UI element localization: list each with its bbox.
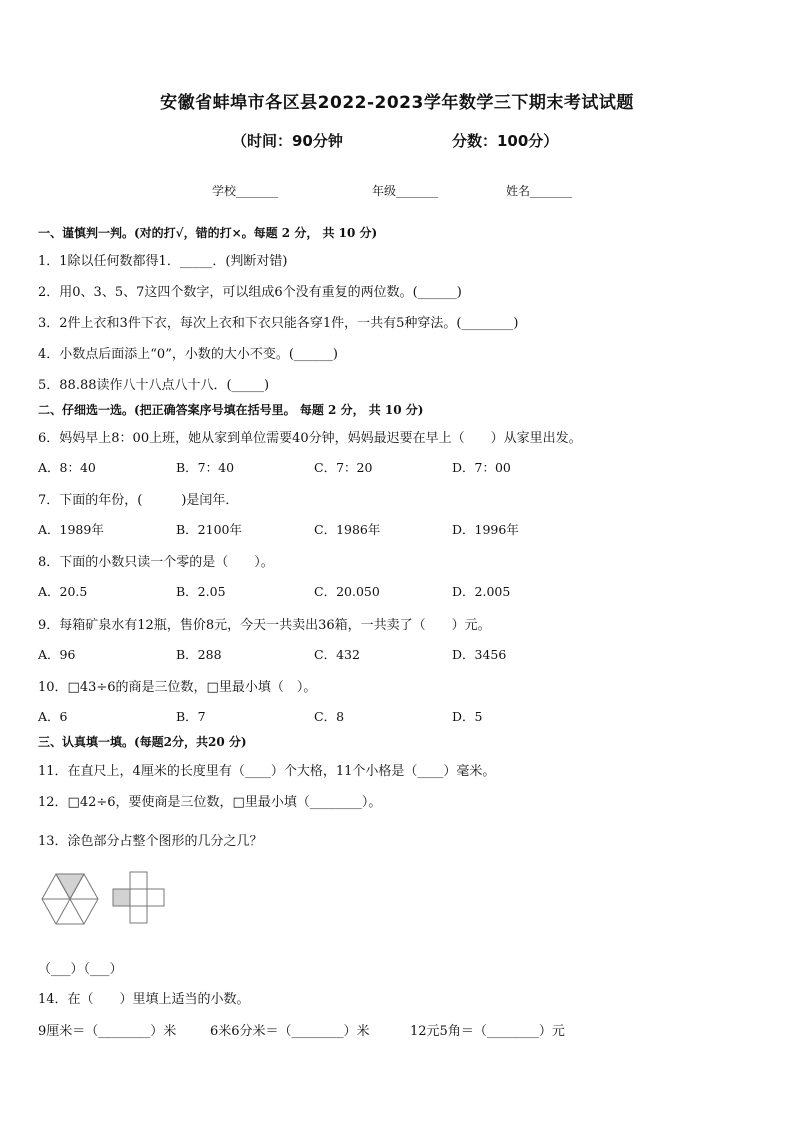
q8-option-b: B．2.05 xyxy=(176,584,226,599)
question-14: 14．在（ ）里填上适当的小数。 xyxy=(38,992,250,1007)
question-7: 7．下面的年份，( )是闰年． xyxy=(38,493,239,508)
q13-answer-blanks: （___）（___） xyxy=(38,962,123,977)
q14-item-3: 12元5角＝（________）元 xyxy=(410,1024,565,1039)
q14-item-2: 6米6分米＝（________）米 xyxy=(210,1024,370,1039)
q6-option-a: A．8：40 xyxy=(38,460,96,475)
q14-item-1: 9厘米＝（________）米 xyxy=(38,1024,177,1039)
q8-option-a: A．20.5 xyxy=(38,584,88,599)
question-5: 5．88.88读作八十八点八十八．(_____) xyxy=(38,378,270,393)
q8-option-c: C．20.050 xyxy=(314,584,380,599)
q10-option-b: B．7 xyxy=(176,709,206,724)
question-9: 9．每箱矿泉水有12瓶，售价8元，今天一共卖出36箱，一共卖了（ ）元。 xyxy=(38,618,491,633)
question-11: 11．在直尺上，4厘米的长度里有（____）个大格，11个小格是（____）毫米。 xyxy=(38,764,496,779)
q7-option-a: A．1989年 xyxy=(38,522,104,537)
page-title: 安徽省蚌埠市各区县2022-2023学年数学三下期末考试试题 xyxy=(160,93,634,113)
exam-time: （时间：90分钟 xyxy=(232,132,343,150)
name-field: 姓名_______ xyxy=(506,184,573,198)
q9-option-d: D．3456 xyxy=(452,647,507,662)
question-1: 1．1除以任何数都得1．_____．(判断对错) xyxy=(38,254,288,269)
q9-option-c: C．432 xyxy=(314,647,360,662)
question-6: 6．妈妈早上8：00上班，她从家到单位需要40分钟，妈妈最迟要在早上（ ）从家里出发。 xyxy=(38,431,582,446)
q8-option-d: D．2.005 xyxy=(452,584,511,599)
section-1-heading: 一、谨慎判一判。(对的打√，错的打×。每题 2 分， 共 10 分) xyxy=(38,226,378,240)
q7-option-d: D．1996年 xyxy=(452,522,519,537)
q10-option-a: A．6 xyxy=(38,709,68,724)
cross-net-figure xyxy=(113,872,164,923)
exam-score: 分数：100分） xyxy=(452,132,559,150)
q10-option-d: D．5 xyxy=(452,709,483,724)
question-3: 3．2件上衣和3件下衣，每次上衣和下衣只能各穿1件，一共有5种穿法。(________) xyxy=(38,316,519,331)
question-2: 2．用0、3、5、7这四个数字，可以组成6个没有重复的两位数。(______) xyxy=(38,285,462,300)
question-10: 10．□43÷6的商是三位数，□里最小填（ ）。 xyxy=(38,680,317,695)
q6-option-d: D．7：00 xyxy=(452,460,511,475)
q6-option-b: B．7：40 xyxy=(176,460,235,475)
grade-field: 年级_______ xyxy=(372,184,439,198)
q7-option-b: B．2100年 xyxy=(176,522,242,537)
q6-option-c: C．7：20 xyxy=(314,460,373,475)
section-2-heading: 二、仔细选一选。(把正确答案序号填在括号里。 每题 2 分， 共 10 分) xyxy=(38,403,424,417)
question-12: 12．□42÷6，要使商是三位数，□里最小填（________）。 xyxy=(38,795,382,810)
section-3-heading: 三、认真填一填。(每题2分，共20 分) xyxy=(38,735,247,749)
q9-option-a: A．96 xyxy=(38,647,76,662)
question-4: 4．小数点后面添上“0”，小数的大小不变。(______) xyxy=(38,347,338,362)
question-8: 8．下面的小数只读一个零的是（ ）。 xyxy=(38,555,274,570)
q7-option-c: C．1986年 xyxy=(314,522,381,537)
q13-figures xyxy=(36,868,176,934)
q9-option-b: B．288 xyxy=(176,647,222,662)
question-13: 13．涂色部分占整个图形的几分之几？ xyxy=(38,834,263,849)
school-field: 学校_______ xyxy=(212,184,279,198)
hexagon-figure xyxy=(42,874,98,924)
q10-option-c: C．8 xyxy=(314,709,345,724)
